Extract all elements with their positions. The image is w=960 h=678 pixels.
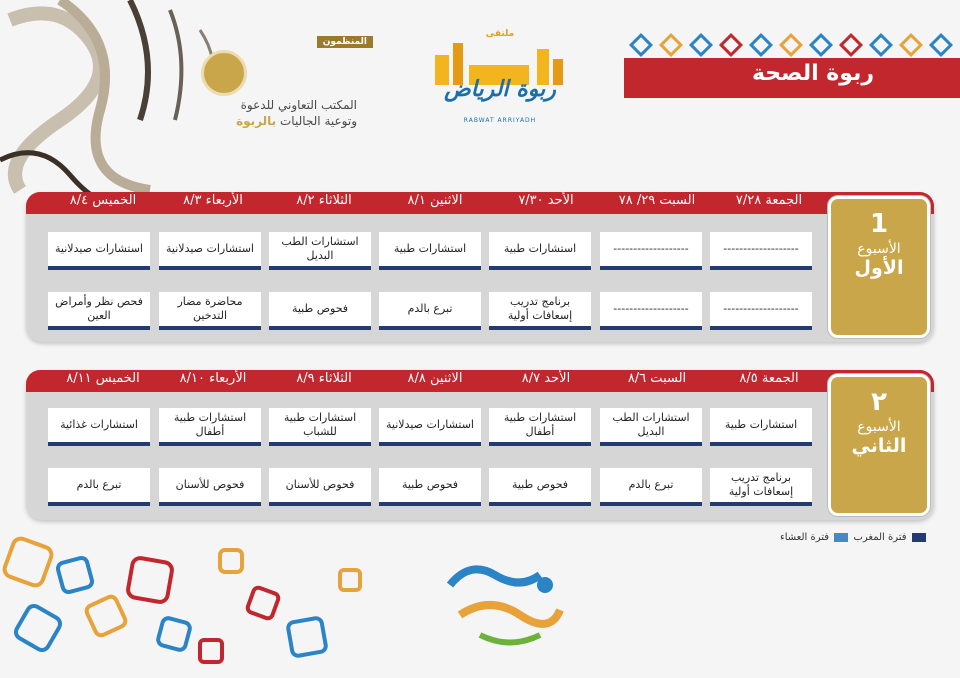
schedule-cell-maghrib: استشارات الطب البديل (600, 408, 702, 446)
event-latin-name: RABWAT ARRIYADH (463, 117, 537, 124)
schedule-cell-maghrib: استشارات طبية (710, 408, 812, 446)
organizer-block (195, 36, 395, 136)
schedule-cell-isha: فحوص طبية (269, 292, 371, 330)
event-subtitle: ملتقى (485, 29, 515, 39)
week-panel-1 (26, 192, 934, 342)
schedule-cell-maghrib: استشارات طبية (379, 232, 481, 270)
day-header-row (26, 370, 934, 392)
day-label: الخميس ٨/١١ (66, 371, 140, 386)
schedule-cell-isha: فحوص للأسنان (269, 468, 371, 506)
day-label: السبت ٨/٦ (627, 371, 687, 386)
schedule-cell-isha: ------------------- (600, 292, 702, 330)
event-logo (425, 25, 575, 130)
week-label-top: الأسبوع (857, 419, 901, 435)
maghrib-swatch (912, 533, 926, 542)
schedule-cell-isha: تبرع بالدم (600, 468, 702, 506)
page-title: ربوة الصحة (751, 61, 874, 86)
schedule-cell-isha: فحوص طبية (379, 468, 481, 506)
organizer-name-line1: المكتب التعاوني للدعوة (240, 98, 357, 112)
tile-pattern-top (628, 26, 960, 60)
schedule-cell-maghrib: استشارات طبية للشباب (269, 408, 371, 446)
week-number: ٢ (871, 387, 887, 417)
schedule-cell-isha: برنامج تدريب إسعافات أولية (489, 292, 591, 330)
schedule-cell-maghrib: استشارات صيدلانية (48, 232, 150, 270)
schedule-cell-isha: محاضرة مضار التدخين (159, 292, 261, 330)
maghrib-legend-label: فترة المغرب (853, 532, 907, 543)
week-label-bottom: الأول (854, 257, 904, 279)
week-label-top: الأسبوع (857, 241, 901, 257)
day-label: الأحد ٧/٣٠ (518, 193, 574, 208)
day-label: الأحد ٨/٧ (521, 371, 571, 386)
day-header-row (26, 192, 934, 214)
day-label: الخميس ٨/٤ (69, 193, 137, 208)
schedule-cell-maghrib: ------------------- (710, 232, 812, 270)
day-label: الثلاثاء ٨/٢ (296, 193, 352, 208)
schedule-cell-maghrib: استشارات صيدلانية (379, 408, 481, 446)
schedule-cell-isha: برنامج تدريب إسعافات أولية (710, 468, 812, 506)
season-logo-icon (440, 555, 570, 655)
schedule-cell-maghrib: استشارات الطب البديل (269, 232, 371, 270)
event-name: ربوة الرياض (444, 77, 556, 102)
schedule-cell-maghrib: استشارات غذائية (48, 408, 150, 446)
week-number: 1 (869, 209, 889, 239)
legend (780, 532, 928, 543)
day-label: الاثنين ٨/١ (407, 193, 463, 208)
week-badge (828, 196, 930, 338)
isha-swatch (834, 533, 848, 542)
tile-pattern-bottom (0, 530, 380, 678)
day-label: الجمعة ٨/٥ (739, 371, 799, 386)
title-band (624, 58, 960, 98)
day-label: الجمعة ٧/٢٨ (735, 193, 803, 208)
schedule-cell-maghrib: استشارات طبية أطفال (159, 408, 261, 446)
week-panel-2 (26, 370, 934, 520)
day-label: الأربعاء ٨/١٠ (179, 371, 247, 386)
schedule-cell-isha: فحص نظر وأمراض العين (48, 292, 150, 330)
day-label: السبت ٢٩/ ٧٨ (618, 193, 696, 208)
organizer-tag: المنظمون (317, 36, 373, 48)
schedule-cell-maghrib: استشارات طبية أطفال (489, 408, 591, 446)
schedule-cell-isha: تبرع بالدم (48, 468, 150, 506)
week-badge (828, 374, 930, 516)
schedule-cell-isha: تبرع بالدم (379, 292, 481, 330)
day-label: الاثنين ٨/٨ (407, 371, 463, 386)
schedule-cell-maghrib: استشارات طبية (489, 232, 591, 270)
schedule-cell-isha: فحوص طبية (489, 468, 591, 506)
organizer-logo-icon (201, 50, 247, 96)
schedule-cell-isha: ------------------- (710, 292, 812, 330)
day-label: الأربعاء ٨/٣ (183, 193, 243, 208)
schedule-cell-maghrib: ------------------- (600, 232, 702, 270)
organizer-name-line2: وتوعية الجاليات بالربوة (236, 114, 357, 128)
week-label-bottom: الثاني (851, 435, 907, 457)
isha-legend-label: فترة العشاء (780, 532, 830, 543)
schedule-cell-maghrib: استشارات صيدلانية (159, 232, 261, 270)
day-label: الثلاثاء ٨/٩ (296, 371, 352, 386)
schedule-cell-isha: فحوص للأسنان (159, 468, 261, 506)
